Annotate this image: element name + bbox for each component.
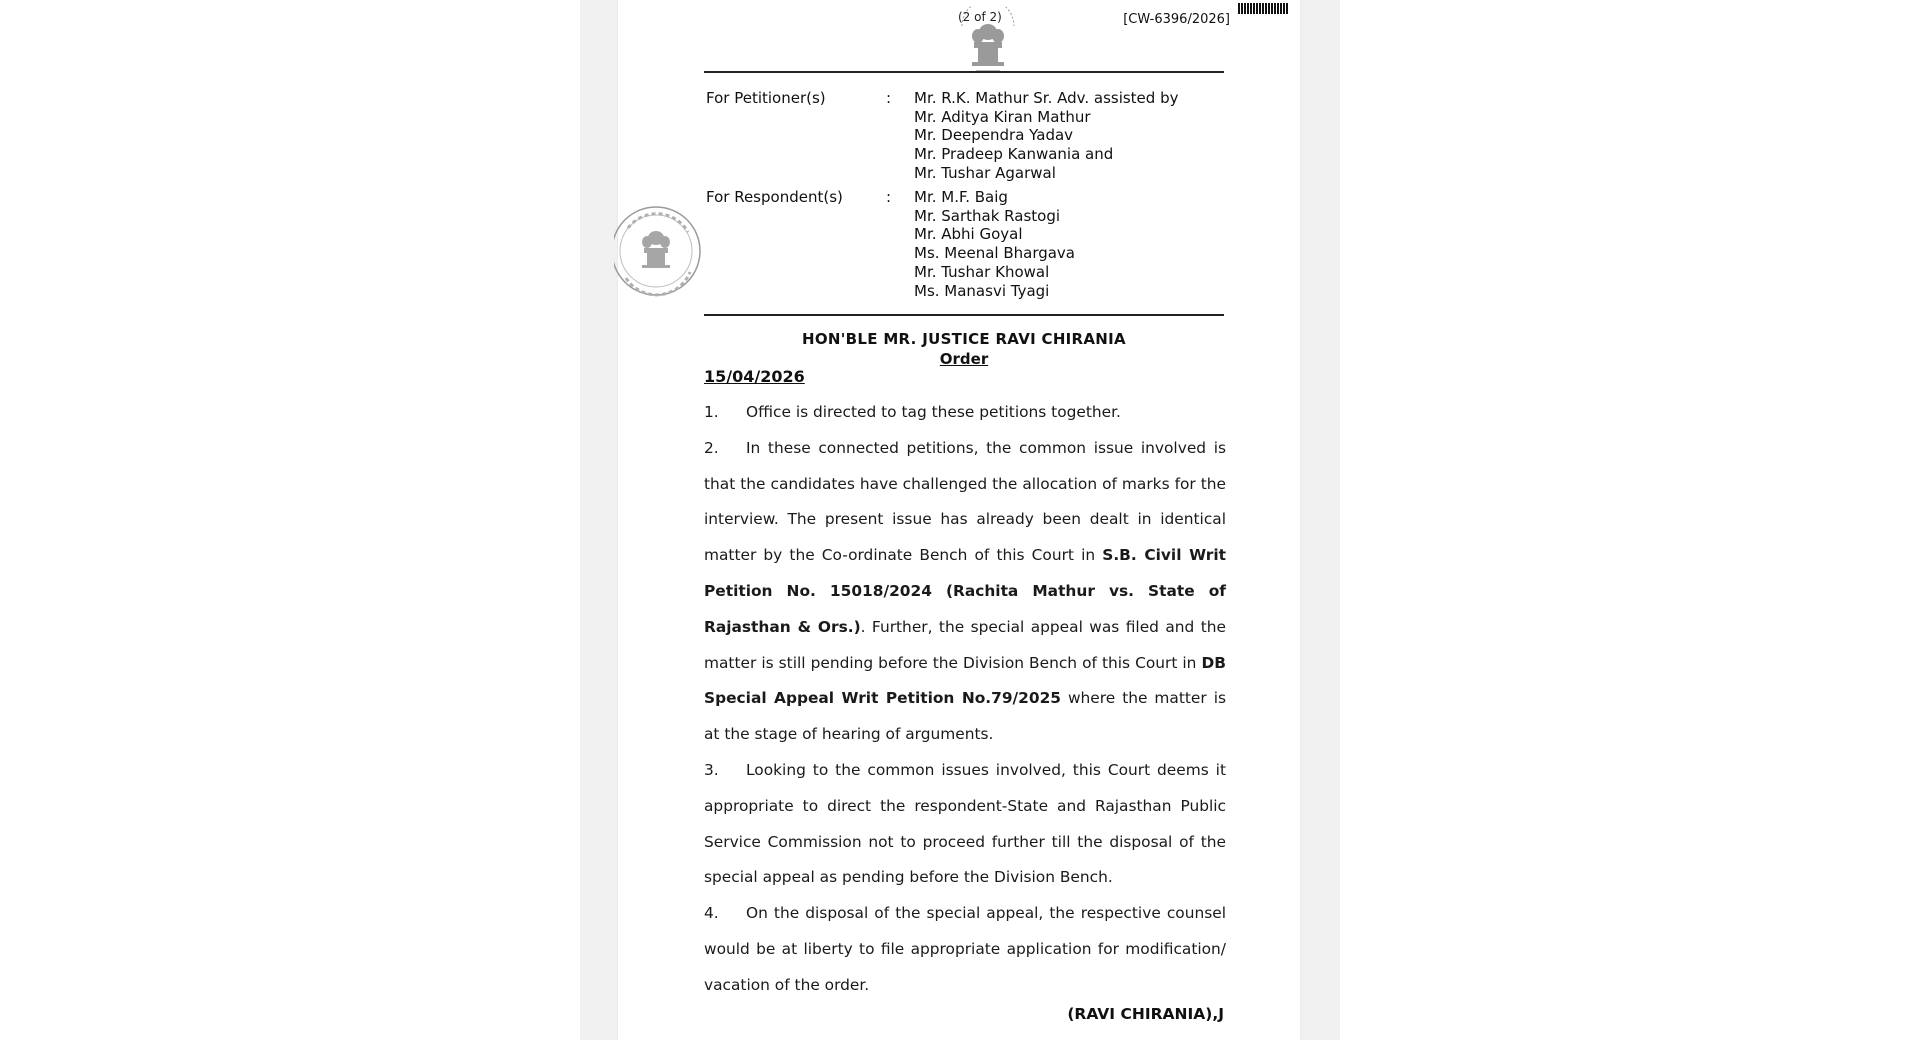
- counsel-name: Mr. Sarthak Rastogi: [914, 206, 1061, 225]
- bottom-divider: [704, 314, 1224, 316]
- counsel-name: Mr. Deependra Yadav: [914, 126, 1074, 145]
- order-date: 15/04/2026: [704, 367, 805, 386]
- counsel-name: Mr. R.K. Mathur Sr. Adv. assisted by: [914, 89, 1179, 107]
- counsel-name: Mr. Aditya Kiran Mathur: [914, 107, 1091, 126]
- counsel-name: Mr. Tushar Khowal: [914, 262, 1050, 281]
- petitioner-counsel-list: [914, 89, 1178, 183]
- case-citation: S.B. Civil Writ Petition No. 15018/2024 (Rachita Mathur vs. State of Rajasthan & Ors.): [704, 546, 1226, 636]
- paragraph-number: 1.: [704, 403, 719, 421]
- respondent-colon: :: [886, 188, 892, 206]
- counsel-name: Ms. Meenal Bhargava: [914, 244, 1076, 263]
- paragraph-4: [704, 896, 1226, 1003]
- judge-signature: (RAVI CHIRANIA),J: [1067, 1005, 1224, 1023]
- left-margin: [0, 0, 580, 1040]
- judge-name: HON'BLE MR. JUSTICE RAVI CHIRANIA: [802, 330, 1126, 348]
- paragraph-number: 3.: [704, 760, 719, 779]
- page-indicator: (2 of 2): [958, 10, 1002, 24]
- paragraph-number: 4.: [704, 904, 719, 923]
- paragraph-text: Office is directed to tag these petitions together.: [746, 403, 1121, 421]
- petitioner-colon: :: [886, 89, 892, 107]
- top-divider: [704, 71, 1224, 73]
- case-number: [CW-6396/2026]: [1123, 12, 1230, 27]
- paragraph-text: where the matter is at the stage of hearing of arguments.: [704, 689, 1226, 744]
- document-page: [618, 0, 1300, 1040]
- counsel-name: Ms. Manasvi Tyagi: [914, 281, 1050, 300]
- paragraph-2: [704, 431, 1226, 753]
- corner-watermark: [1238, 3, 1288, 14]
- order-title: Order: [939, 350, 989, 368]
- paragraph-text: Looking to the common issues involved, this Court deems it appropriate to direct the respondent-State and Rajasthan Public Service Commission not to proceed further till the disposal of the special appeal as pending before the Division Bench.: [704, 760, 1226, 887]
- order-body: [704, 395, 1226, 1004]
- paragraph-text: On the disposal of the special appeal, the respective counsel would be at liberty to file appropriate application for modification/ vacation of the order.: [704, 904, 1226, 994]
- counsel-name: Mr. Tushar Agarwal: [914, 163, 1056, 182]
- paragraph-number: 2.: [704, 438, 719, 457]
- petitioner-label: For Petitioner(s): [706, 89, 826, 107]
- counsel-name: Mr. Pradeep Kanwania and: [914, 145, 1114, 164]
- respondent-counsel-list: [914, 188, 1075, 300]
- counsel-name: Mr. Abhi Goyal: [914, 225, 1023, 244]
- paragraph-text: . Further, the special appeal was filed and the matter is still pending before the Division Bench of this Court in: [704, 617, 1226, 672]
- case-citation: DB Special Appeal Writ Petition No.79/2025: [704, 653, 1226, 708]
- paragraph-1: [704, 395, 1226, 431]
- court-seal-stamp: [614, 188, 704, 314]
- paragraph-3: [704, 753, 1226, 896]
- paragraph-text: In these connected petitions, the common issue involved is that the candidates have challenged the allocation of marks for the interview. The present issue has already been dealt in identical matter by the Co-ordinate Bench of this Court in: [704, 438, 1226, 565]
- counsel-name: Mr. M.F. Baig: [914, 188, 1008, 206]
- respondent-label: For Respondent(s): [706, 188, 843, 206]
